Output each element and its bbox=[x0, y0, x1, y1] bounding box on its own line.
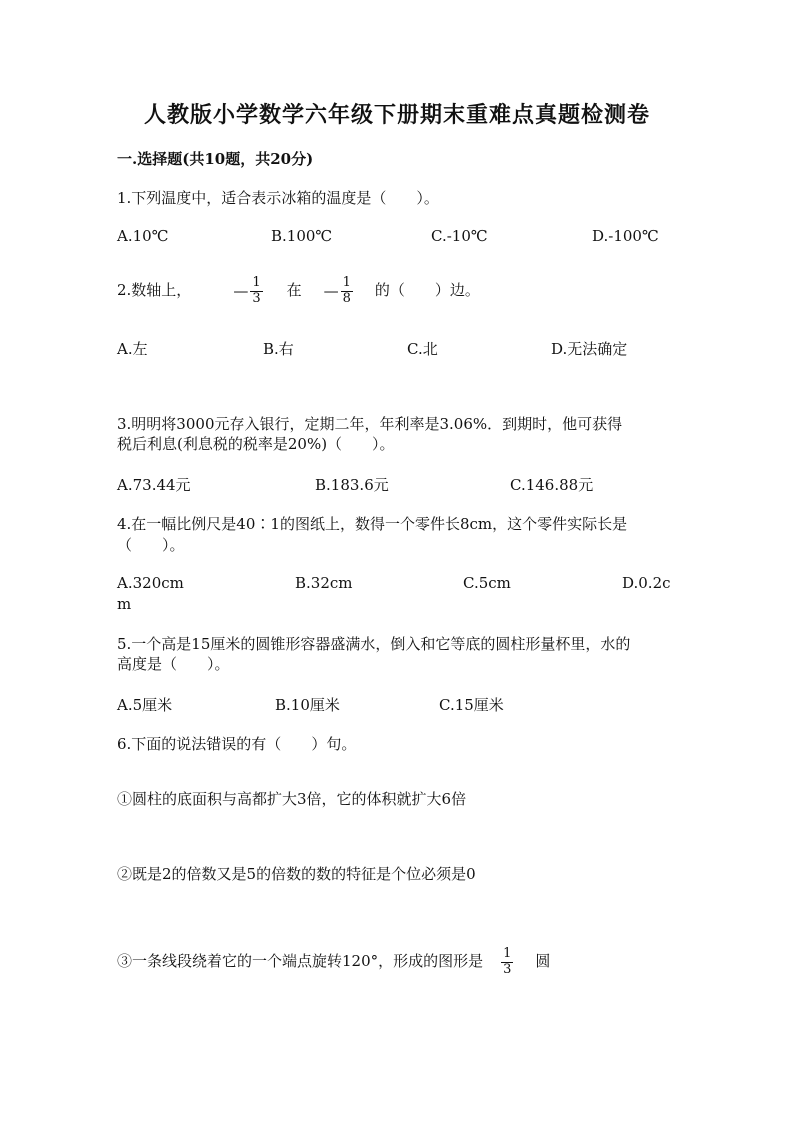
question-4-option-c: C.5cm bbox=[463, 574, 511, 592]
question-2-text bbox=[117, 272, 480, 309]
question-2-option-d: D.无法确定 bbox=[551, 340, 628, 358]
question-5-line-2: 高度是（ ）。 bbox=[117, 655, 230, 673]
question-3-line-1: 3.明明将3000元存入银行，定期二年，年利率是3.06%．到期时，他可获得 bbox=[117, 415, 623, 433]
question-4-option-d: D.0.2c bbox=[622, 574, 671, 592]
question-2-option-a: A.左 bbox=[117, 340, 148, 358]
statement-3-suffix: 圆 bbox=[535, 952, 551, 970]
question-1-option-b: B.100℃ bbox=[271, 227, 333, 245]
question-4-option-a: A.320cm bbox=[117, 574, 184, 592]
question-5-option-a: A.5厘米 bbox=[117, 696, 173, 714]
question-1-text: 1.下列温度中，适合表示冰箱的温度是（ ）。 bbox=[117, 189, 439, 207]
fraction-one-eighth: $\frac{1}{8}$ bbox=[342, 274, 351, 306]
question-4-line-1: 4.在一幅比例尺是40∶1的图纸上，数得一个零件长8cm，这个零件实际长是 bbox=[117, 515, 628, 533]
page-title: 人教版小学数学六年级下册期末重难点真题检测卷 bbox=[143, 102, 650, 128]
statement-3-prefix: ③一条线段绕着它的一个端点旋转120°，形成的图形是 bbox=[117, 952, 484, 970]
question-6-statement-2: ②既是2的倍数又是5的倍数的数的特征是个位必须是0 bbox=[117, 865, 476, 883]
minus-sign: — bbox=[323, 282, 339, 300]
question-3-option-a: A.73.44元 bbox=[117, 476, 191, 494]
question-4-line-2: （ ）。 bbox=[117, 536, 185, 554]
minus-sign: — bbox=[233, 282, 249, 300]
question-4-option-d-wrap: m bbox=[117, 595, 132, 613]
question-5-option-b: B.10厘米 bbox=[275, 696, 340, 714]
question-2-suffix: 的（ ）边。 bbox=[374, 281, 480, 299]
section-heading: 一.选择题(共10题，共20分) bbox=[117, 150, 314, 168]
question-3-option-c: C.146.88元 bbox=[510, 476, 594, 494]
question-6-statement-1: ①圆柱的底面积与高都扩大3倍，它的体积就扩大6倍 bbox=[117, 790, 467, 808]
question-1-option-d: D.-100℃ bbox=[592, 227, 659, 245]
question-5-line-1: 5.一个高是15厘米的圆锥形容器盛满水，倒入和它等底的圆柱形量杯里，水的 bbox=[117, 635, 631, 653]
question-1-option-c: C.-10℃ bbox=[431, 227, 488, 245]
question-2-mid: 在 bbox=[286, 281, 302, 299]
question-5-option-c: C.15厘米 bbox=[439, 696, 504, 714]
question-2-option-c: C.北 bbox=[407, 340, 438, 358]
question-6-statement-3 bbox=[117, 943, 550, 979]
question-4-option-b: B.32cm bbox=[295, 574, 353, 592]
fraction-one-third: $\frac{1}{3}$ bbox=[252, 274, 261, 306]
question-3-option-b: B.183.6元 bbox=[315, 476, 389, 494]
fraction-one-third: $\frac{1}{3}$ bbox=[503, 945, 512, 977]
question-2-option-b: B.右 bbox=[263, 340, 294, 358]
question-2-prefix: 2.数轴上， bbox=[117, 281, 192, 299]
question-6-text: 6.下面的说法错误的有（ ）句。 bbox=[117, 735, 357, 753]
question-1-option-a: A.10℃ bbox=[117, 227, 169, 245]
question-3-line-2: 税后利息(利息税的税率是20%)（ ）。 bbox=[117, 435, 395, 453]
